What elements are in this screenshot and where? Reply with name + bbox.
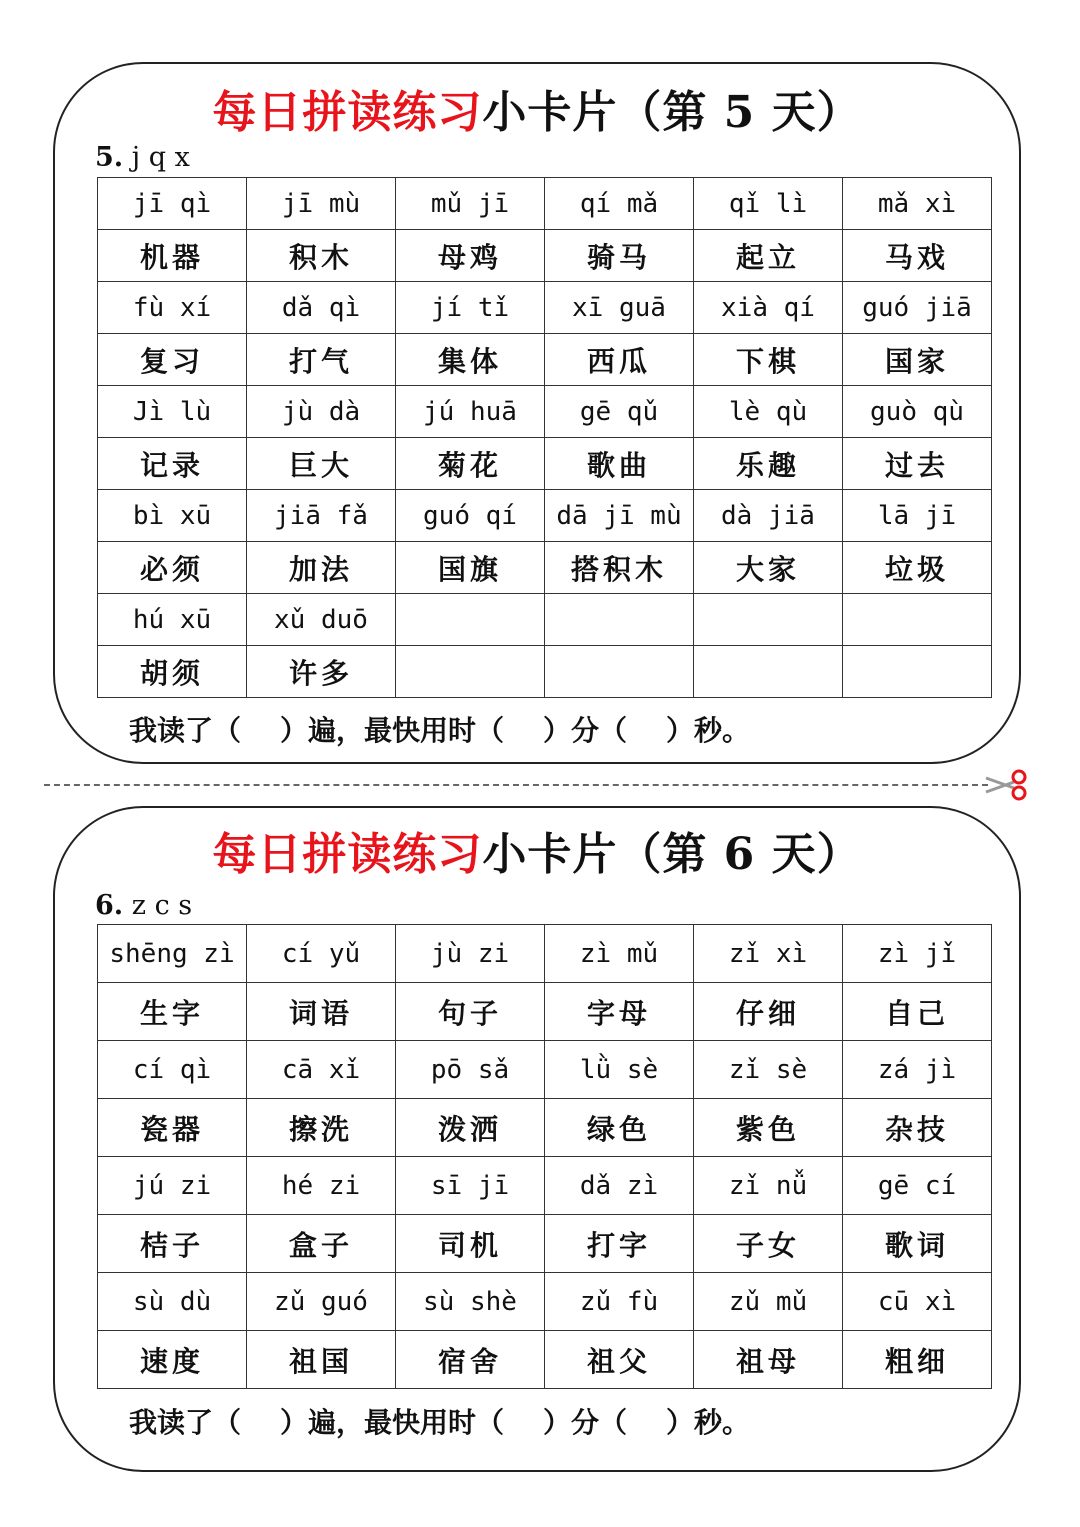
hanzi-cell: 西瓜 — [545, 334, 694, 386]
pinyin-cell: jiā fǎ — [247, 490, 396, 542]
hanzi-row — [98, 1099, 992, 1157]
pinyin-cell: zá jì — [843, 1041, 992, 1099]
hanzi-cell: 祖母 — [694, 1331, 843, 1389]
pinyin-row — [98, 386, 992, 438]
pinyin-cell: qí mǎ — [545, 178, 694, 230]
hanzi-cell: 句子 — [396, 983, 545, 1041]
card-title — [55, 818, 1019, 882]
pinyin-cell: sù shè — [396, 1273, 545, 1331]
hanzi-cell: 巨大 — [247, 438, 396, 490]
hanzi-cell: 国家 — [843, 334, 992, 386]
hanzi-cell: 机器 — [98, 230, 247, 282]
pinyin-cell: dǎ qì — [247, 282, 396, 334]
title-black: 小卡片（第 6 天） — [482, 829, 862, 880]
pinyin-cell: pō sǎ — [396, 1041, 545, 1099]
hanzi-cell: 打气 — [247, 334, 396, 386]
pinyin-cell: bì xū — [98, 490, 247, 542]
lesson-number: 6. — [95, 890, 124, 921]
title-red: 每日拼读练习 — [212, 829, 483, 880]
hanzi-cell: 泼洒 — [396, 1099, 545, 1157]
pinyin-cell: cí qì — [98, 1041, 247, 1099]
hanzi-cell: 积木 — [247, 230, 396, 282]
hanzi-cell — [694, 646, 843, 698]
pinyin-row — [98, 1273, 992, 1331]
word-grid — [97, 177, 992, 698]
hanzi-cell: 骑马 — [545, 230, 694, 282]
hanzi-row — [98, 983, 992, 1041]
hanzi-cell: 字母 — [545, 983, 694, 1041]
hanzi-cell: 过去 — [843, 438, 992, 490]
reading-record-line: 我读了（ ）遍，最快用时（ ）分（ ）秒。 — [129, 714, 750, 747]
pinyin-cell: zǔ fù — [545, 1273, 694, 1331]
hanzi-cell: 马戏 — [843, 230, 992, 282]
hanzi-cell: 擦洗 — [247, 1099, 396, 1157]
pinyin-cell: jú zi — [98, 1157, 247, 1215]
cut-line — [44, 784, 988, 786]
hanzi-cell: 胡须 — [98, 646, 247, 698]
hanzi-cell: 菊花 — [396, 438, 545, 490]
pinyin-cell: dā jī mù — [545, 490, 694, 542]
hanzi-cell — [545, 646, 694, 698]
hanzi-cell: 歌曲 — [545, 438, 694, 490]
card-title — [55, 76, 1019, 140]
pinyin-row — [98, 1157, 992, 1215]
pinyin-cell: lè qù — [694, 386, 843, 438]
lesson-letters: j q x — [131, 142, 190, 173]
pinyin-row — [98, 925, 992, 983]
pinyin-cell: fù xí — [98, 282, 247, 334]
pinyin-row — [98, 1041, 992, 1099]
hanzi-cell: 下棋 — [694, 334, 843, 386]
hanzi-cell: 生字 — [98, 983, 247, 1041]
hanzi-cell: 子女 — [694, 1215, 843, 1273]
hanzi-cell: 速度 — [98, 1331, 247, 1389]
hanzi-row — [98, 542, 992, 594]
pinyin-cell: guó qí — [396, 490, 545, 542]
pinyin-cell: cā xǐ — [247, 1041, 396, 1099]
reading-record-line: 我读了（ ）遍，最快用时（ ）分（ ）秒。 — [129, 1406, 750, 1439]
scissors-icon — [984, 768, 1030, 802]
hanzi-cell: 乐趣 — [694, 438, 843, 490]
hanzi-cell: 祖国 — [247, 1331, 396, 1389]
pinyin-cell: zǐ nǚ — [694, 1157, 843, 1215]
pinyin-cell: jù zi — [396, 925, 545, 983]
pinyin-cell — [694, 594, 843, 646]
hanzi-cell: 桔子 — [98, 1215, 247, 1273]
pinyin-cell: lǜ sè — [545, 1041, 694, 1099]
pinyin-cell: mǎ xì — [843, 178, 992, 230]
hanzi-cell: 仔细 — [694, 983, 843, 1041]
pinyin-cell: zǔ mǔ — [694, 1273, 843, 1331]
hanzi-cell: 垃圾 — [843, 542, 992, 594]
pinyin-cell: hú xū — [98, 594, 247, 646]
pinyin-cell: cí yǔ — [247, 925, 396, 983]
pinyin-cell: gē qǔ — [545, 386, 694, 438]
hanzi-cell: 宿舍 — [396, 1331, 545, 1389]
pinyin-cell — [545, 594, 694, 646]
hanzi-cell: 祖父 — [545, 1331, 694, 1389]
hanzi-cell: 加法 — [247, 542, 396, 594]
lesson-number: 5. — [95, 142, 124, 173]
pinyin-cell: hé zi — [247, 1157, 396, 1215]
practice-card-day6 — [53, 806, 1021, 1472]
pinyin-cell: zǐ xì — [694, 925, 843, 983]
pinyin-cell: gē cí — [843, 1157, 992, 1215]
hanzi-cell: 粗细 — [843, 1331, 992, 1389]
pinyin-cell: guó jiā — [843, 282, 992, 334]
hanzi-row — [98, 438, 992, 490]
title-black: 小卡片（第 5 天） — [482, 87, 862, 138]
hanzi-row — [98, 334, 992, 386]
hanzi-cell: 母鸡 — [396, 230, 545, 282]
pinyin-cell: sī jī — [396, 1157, 545, 1215]
hanzi-cell: 打字 — [545, 1215, 694, 1273]
hanzi-cell: 瓷器 — [98, 1099, 247, 1157]
lesson-label — [95, 890, 192, 921]
hanzi-row — [98, 646, 992, 698]
hanzi-cell: 绿色 — [545, 1099, 694, 1157]
pinyin-cell: jú huā — [396, 386, 545, 438]
pinyin-cell: cū xì — [843, 1273, 992, 1331]
pinyin-cell: mǔ jī — [396, 178, 545, 230]
hanzi-cell: 盒子 — [247, 1215, 396, 1273]
pinyin-cell: sù dù — [98, 1273, 247, 1331]
pinyin-cell: zǐ sè — [694, 1041, 843, 1099]
hanzi-cell: 国旗 — [396, 542, 545, 594]
hanzi-cell: 集体 — [396, 334, 545, 386]
hanzi-cell: 杂技 — [843, 1099, 992, 1157]
pinyin-cell: shēng zì — [98, 925, 247, 983]
pinyin-cell — [396, 594, 545, 646]
hanzi-cell: 紫色 — [694, 1099, 843, 1157]
pinyin-cell: qǐ lì — [694, 178, 843, 230]
hanzi-cell: 司机 — [396, 1215, 545, 1273]
word-grid — [97, 924, 992, 1389]
hanzi-cell: 许多 — [247, 646, 396, 698]
hanzi-cell — [843, 646, 992, 698]
pinyin-cell: Jì lù — [98, 386, 247, 438]
pinyin-cell: jī qì — [98, 178, 247, 230]
hanzi-cell: 歌词 — [843, 1215, 992, 1273]
hanzi-cell: 搭积木 — [545, 542, 694, 594]
pinyin-cell — [843, 594, 992, 646]
hanzi-cell: 记录 — [98, 438, 247, 490]
pinyin-row — [98, 594, 992, 646]
hanzi-row — [98, 1331, 992, 1389]
pinyin-cell: zì jǐ — [843, 925, 992, 983]
pinyin-cell: lā jī — [843, 490, 992, 542]
pinyin-cell: zǔ guó — [247, 1273, 396, 1331]
hanzi-cell: 自己 — [843, 983, 992, 1041]
hanzi-cell: 大家 — [694, 542, 843, 594]
hanzi-cell: 起立 — [694, 230, 843, 282]
pinyin-row — [98, 490, 992, 542]
practice-card-day5 — [53, 62, 1021, 764]
pinyin-cell: xǔ duō — [247, 594, 396, 646]
pinyin-cell: jī mù — [247, 178, 396, 230]
pinyin-cell: dǎ zì — [545, 1157, 694, 1215]
hanzi-cell: 必须 — [98, 542, 247, 594]
hanzi-row — [98, 1215, 992, 1273]
hanzi-row — [98, 230, 992, 282]
pinyin-cell: zì mǔ — [545, 925, 694, 983]
pinyin-row — [98, 282, 992, 334]
pinyin-cell: xī guā — [545, 282, 694, 334]
pinyin-cell: jù dà — [247, 386, 396, 438]
hanzi-cell: 词语 — [247, 983, 396, 1041]
pinyin-row — [98, 178, 992, 230]
hanzi-cell: 复习 — [98, 334, 247, 386]
pinyin-cell: guò qù — [843, 386, 992, 438]
title-red: 每日拼读练习 — [212, 87, 483, 138]
lesson-label — [95, 142, 190, 173]
pinyin-cell: xià qí — [694, 282, 843, 334]
pinyin-cell: dà jiā — [694, 490, 843, 542]
lesson-letters: z c s — [131, 890, 193, 921]
hanzi-cell — [396, 646, 545, 698]
pinyin-cell: jí tǐ — [396, 282, 545, 334]
